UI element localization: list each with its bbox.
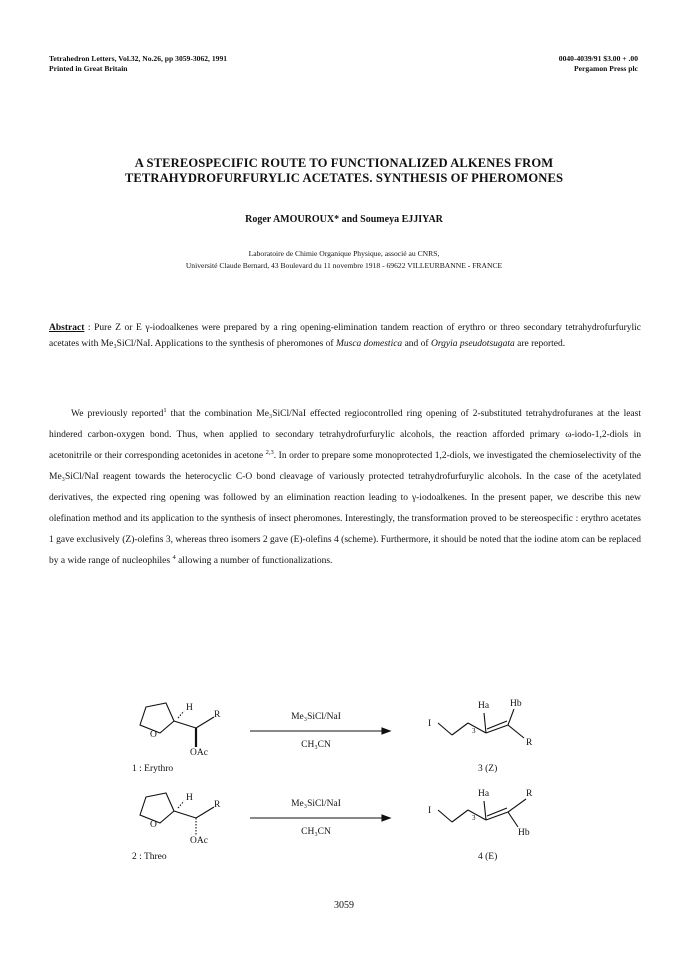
abstract-text-3: are reported. (514, 339, 566, 349)
ha-label-4: Ha (478, 789, 490, 799)
solvent-label-1: CH₃CN (301, 740, 331, 750)
double-bond-4a (486, 812, 508, 820)
chain-4a (438, 810, 452, 822)
carbon-4-label: 3 (472, 814, 476, 822)
abstract-text-1: : Pure Z or E γ-iodoalkenes were prepared by a ring opening-elimination tandem reaction of erythro or threo secondary tetrahydrofurfurylic acetates with Me₃SiCl/NaI. Applications to the synthesis of pheromones of (49, 323, 641, 349)
paper-title-line2: TETRAHYDROFURFURYLIC ACETATES. SYNTHESIS OF PHEROMONES (124, 171, 564, 185)
bond-2b (196, 807, 214, 818)
hashed-h-1 (178, 711, 184, 718)
i-label-4: I (428, 806, 432, 816)
bond-3-hb (508, 709, 514, 725)
hashed-h-2 (178, 801, 184, 808)
h-label-2: H (186, 793, 193, 803)
reference-2-3[interactable]: 2,3 (265, 448, 274, 456)
bond-2a (174, 811, 196, 818)
double-bond-3b (487, 721, 507, 729)
abstract-species-2: Orgyia pseudotsugata (430, 339, 515, 349)
paper-title-line1: A STEREOSPECIFIC ROUTE TO FUNCTIONALIZED ALKENES FROM (134, 156, 554, 170)
r-label-1: R (214, 710, 221, 720)
reagent-label-2: Me₃SiCl/NaI (291, 799, 341, 809)
abstract-text-2: and of (402, 339, 431, 349)
compound-4-label: 4 (E) (478, 852, 498, 862)
thf-ring-1 (140, 703, 174, 733)
abstract (49, 320, 641, 352)
bond-1a (174, 721, 196, 728)
publisher-line: Pergamon Press plc (574, 64, 638, 73)
reaction-scheme (0, 693, 688, 873)
body-text-4: allowing a number of functionalizations. (175, 556, 333, 566)
ha-label-3: Ha (478, 701, 490, 711)
issn-line: 0040-4039/91 $3.00 + .00 (558, 54, 638, 63)
r-label-3: R (526, 738, 533, 748)
chain-4b (452, 810, 468, 822)
body-text-1: We previously reported (71, 409, 164, 419)
compound-3-label: 3 (Z) (478, 764, 498, 774)
journal-citation-line: Tetrahedron Letters, Vol.32, No.26, pp 3059-3062, 1991 (49, 54, 228, 63)
chain-3c (468, 723, 486, 733)
solvent-label-2: CH₃CN (301, 827, 331, 837)
chain-4c (468, 810, 486, 820)
chain-3b (452, 723, 468, 735)
authors: Roger AMOUROUX* and Soumeya EJJIYAR (245, 214, 443, 225)
arrow-1-head (382, 728, 390, 734)
r-label-4: R (526, 789, 533, 799)
reference-4[interactable]: 4 (172, 553, 176, 561)
abstract-label: Abstract (49, 323, 85, 333)
page-number: 3059 (334, 900, 354, 911)
h-label-1: H (186, 703, 193, 713)
affiliation-line2: Université Claude Bernard, 43 Boulevard du 11 novembre 1918 - 69622 VILLEURBANNE - FRANCE (185, 261, 503, 270)
o-label-2: O (150, 820, 157, 830)
abstract-species-1: Musca domestica (335, 339, 403, 349)
bond-3-r (508, 725, 524, 738)
bond-1b (196, 717, 214, 728)
journal-citation (49, 54, 227, 74)
affiliation (0, 248, 688, 272)
body-paragraph-1 (49, 404, 641, 572)
bond-4-r (508, 799, 526, 812)
printed-in-line: Printed in Great Britain (49, 64, 128, 73)
compound-1-label: 1 : Erythro (132, 764, 174, 774)
r-label-2: R (214, 800, 221, 810)
thf-ring-2 (140, 793, 174, 823)
body-paragraph (49, 404, 641, 572)
body-text-3: . In order to prepare some monoprotected 1,2-diols, we investigated the chemioselectivity of the Me₃SiCl/NaI reagent towards the heterocyclic C-O bond cleavage of variously protected tetrahydrofurfurylic alcohols. In the case of the acetylated derivatives, the expected ring opening was followed by an elimination reaction leading to γ-iodoalkenes. In the present paper, we describe this new olefination method and its application to the synthesis of insect pheromones. Interestingly, the transformation proved to be stereospecific : erythro acetates 1 gave exclusively (Z)-olefins 3, whereas threo isomers 2 gave (E)-olefins 4 (scheme). Furthermore, it should be noted that the iodine atom can be replaced by a wide range of nucleophiles (49, 451, 641, 566)
double-bond-4b (487, 808, 507, 816)
body-text-2: that the combination Me₃SiCl/NaI effected regiocontrolled ring opening of 2-substituted tetrahydrofuranes at the least hindered carbon-oxygen bond. Thus, when applied to secondary tetrahydrofurfurylic alcohols, the reaction afforded primary ω-iodo-1,2-diols in acetonitrile or their corresponding acetonides in acetone (49, 409, 641, 461)
compound-2-label: 2 : Threo (132, 852, 167, 862)
issn-price (559, 54, 638, 74)
reaction-scheme-svg (0, 693, 688, 873)
paper-title (60, 156, 628, 186)
reference-1[interactable]: 1 (163, 406, 167, 414)
carbon-3-label: 3 (472, 727, 476, 735)
i-label-3: I (428, 719, 432, 729)
oac-label-1: OAc (190, 748, 208, 758)
arrow-2-head (382, 815, 390, 821)
bond-4-hb (508, 812, 518, 827)
bond-3-ha (484, 713, 486, 733)
double-bond-3a (486, 725, 508, 733)
hb-label-4: Hb (518, 828, 530, 838)
affiliation-line1: Laboratoire de Chimie Organique Physique, associé au CNRS, (248, 249, 440, 258)
chain-3a (438, 723, 452, 735)
o-label-1: O (150, 730, 157, 740)
oac-label-2: OAc (190, 836, 208, 846)
bond-4-ha (484, 801, 486, 820)
hb-label-3: Hb (510, 699, 522, 709)
reagent-label-1: Me₃SiCl/NaI (291, 712, 341, 722)
